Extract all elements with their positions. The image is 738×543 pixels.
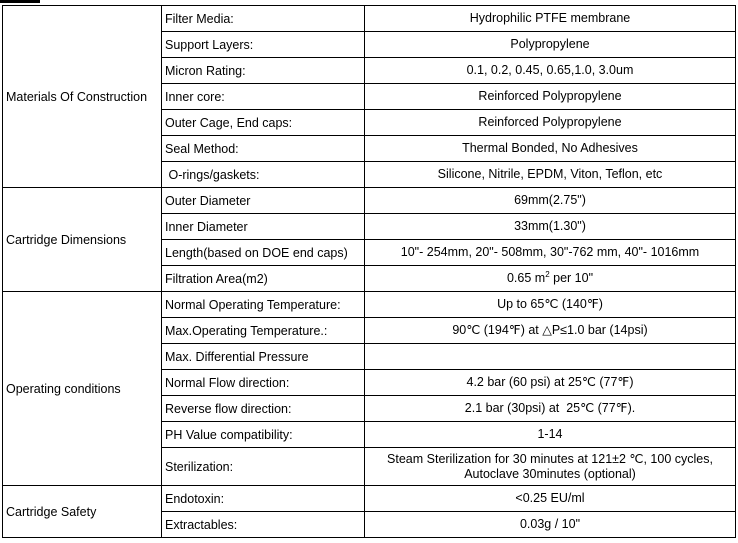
property-label: Endotoxin: [162,486,365,512]
group-label: Cartridge Dimensions [3,188,162,292]
property-value: Hydrophilic PTFE membrane [365,6,736,32]
property-value: Reinforced Polypropylene [365,84,736,110]
property-value [365,344,736,370]
sterilization-line-1: Steam Sterilization for 30 minutes at 121±2 ℃, 100 cycles, [387,451,713,466]
group-label: Cartridge Safety [3,486,162,538]
property-value: 4.2 bar (60 psi) at 25℃ (77℉) [365,370,736,396]
property-label: Seal Method: [162,136,365,162]
property-label: Outer Diameter [162,188,365,214]
table-row [3,292,736,318]
property-value: Thermal Bonded, No Adhesives [365,136,736,162]
property-label: Support Layers: [162,32,365,58]
property-value: 10"- 254mm, 20"- 508mm, 30"-762 mm, 40"- 1016mm [365,240,736,266]
property-label: PH Value compatibility: [162,422,365,448]
top-edge-mark [0,0,40,3]
property-label: Filtration Area(m2) [162,266,365,292]
property-label: Sterilization: [162,448,365,486]
property-label: Outer Cage, End caps: [162,110,365,136]
area-unit-exponent: 2 [545,269,550,279]
property-label: Reverse flow direction: [162,396,365,422]
table-row [3,6,736,32]
property-label: Filter Media: [162,6,365,32]
property-label: Inner Diameter [162,214,365,240]
property-value: 2.1 bar (30psi) at 25℃ (77℉). [365,396,736,422]
property-value: Reinforced Polypropylene [365,110,736,136]
table-row [3,486,736,512]
property-value: Polypropylene [365,32,736,58]
property-label: Normal Flow direction: [162,370,365,396]
property-label: Inner core: [162,84,365,110]
property-label: Max.Operating Temperature.: [162,318,365,344]
group-label: Materials Of Construction [3,6,162,188]
property-value: 90℃ (194℉) at △P≤1.0 bar (14psi) [365,318,736,344]
table-row [3,188,736,214]
sterilization-line-2: Autoclave 30minutes (optional) [464,466,636,481]
property-value: <0.25 EU/ml [365,486,736,512]
property-value: 0.1, 0.2, 0.45, 0.65,1.0, 3.0um [365,58,736,84]
spec-table [2,5,736,538]
property-label: Length(based on DOE end caps) [162,240,365,266]
property-label: O-rings/gaskets: [162,162,365,188]
property-value: 33mm(1.30") [365,214,736,240]
property-value [365,448,736,486]
property-label: Max. Differential Pressure [162,344,365,370]
group-label: Operating conditions [3,292,162,486]
property-value: Silicone, Nitrile, EPDM, Viton, Teflon, etc [365,162,736,188]
property-value: 69mm(2.75") [365,188,736,214]
property-value: 0.03g / 10" [365,512,736,538]
area-value: 0.65 m [506,271,546,285]
property-label: Normal Operating Temperature: [162,292,365,318]
area-suffix: per 10" [549,271,594,285]
property-value: 1-14 [365,422,736,448]
property-label: Extractables: [162,512,365,538]
property-label: Micron Rating: [162,58,365,84]
property-value: Up to 65℃ (140℉) [365,292,736,318]
property-value [365,266,736,292]
